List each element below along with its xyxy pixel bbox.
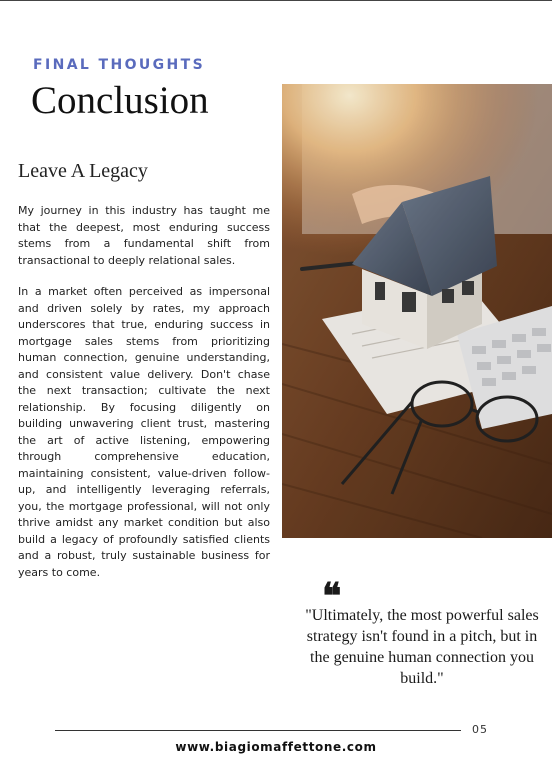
body-text: [18, 203, 270, 596]
section-subtitle: Leave A Legacy: [18, 160, 148, 182]
top-rule: [0, 0, 552, 1]
paragraph-1: My journey in this industry has taught me that the deepest, most enduring success stems from a fundamental shift from transactional to deeply relational sales.: [18, 204, 270, 267]
paragraph-2: In a market often perceived as impersonal and driven solely by rates, my approach underscores that true, enduring success in mortgage sales stems from prioritizing human connection, genuine understanding, and consistent value delivery. Don't chase the next transaction; cultivate the next relationship. By focusing diligently on building unwavering client trust, mastering the art of active listening, empowering through comprehensive education, maintaining consistent, value-driven follow-up, and intelligently leveraging referrals, you, the mortgage professional, will not only thrive amidst any market condition but also build a legacy of profoundly satisfied clients and a robust, truly sustainable business for years to come.: [18, 285, 270, 579]
footer-rule: [55, 730, 461, 731]
quote-mark-icon: ❝: [322, 575, 342, 617]
pull-quote: "Ultimately, the most powerful sales strategy isn't found in a pitch, but in the genuine human connection you build.": [305, 607, 539, 687]
house-photo: [282, 84, 552, 538]
page-number: 05: [472, 723, 488, 736]
website-url: www.biagiomaffettone.com: [175, 740, 377, 754]
page-title: Conclusion: [31, 79, 209, 122]
section-eyebrow: FINAL THOUGHTS: [33, 57, 206, 73]
